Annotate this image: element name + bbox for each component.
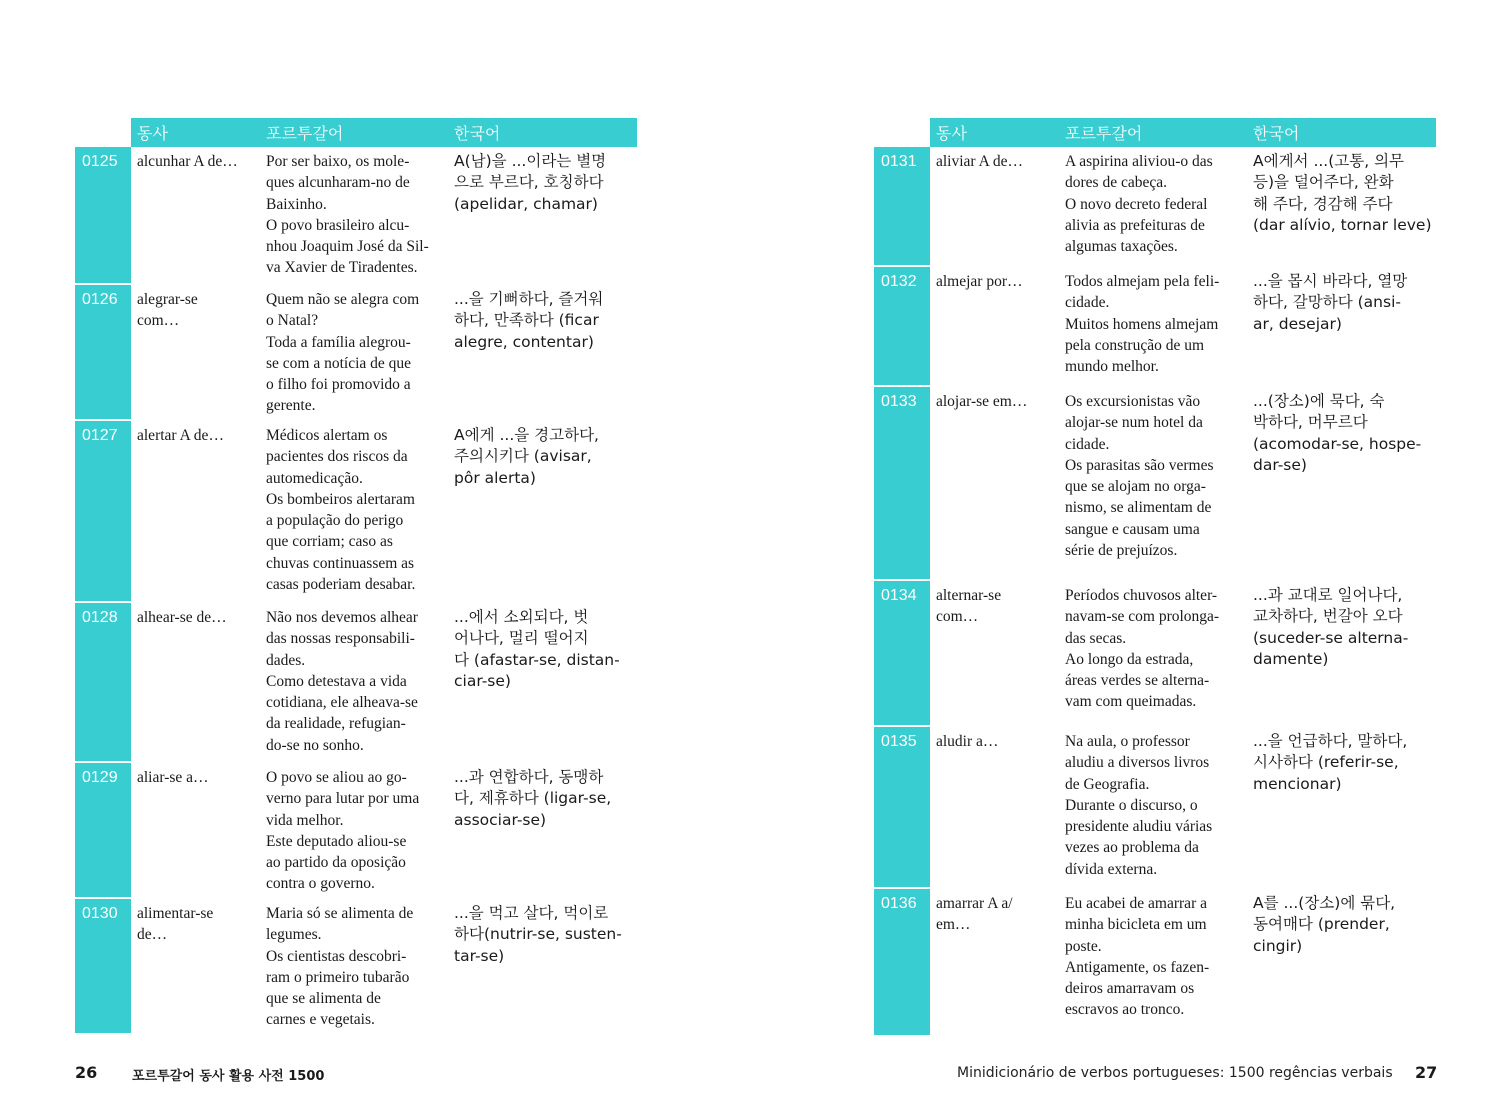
entry-portuguese-examples-line: Eu acabei de amarrar a [1065, 895, 1207, 912]
entry-verb-line: com… [137, 312, 180, 330]
entry-portuguese-examples-line: Na aula, o professor [1065, 733, 1190, 750]
entry-verb [936, 585, 1060, 628]
entry-0129 [75, 763, 637, 897]
header-portuguese: 포르투갈어 [1059, 118, 1247, 147]
entry-korean-meaning [1253, 893, 1439, 957]
entry-verb-line: em… [936, 916, 971, 934]
entry-verb [936, 271, 1060, 292]
entry-korean-meaning-line: (suceder-se alterna- [1253, 628, 1409, 647]
entry-portuguese-examples-line: vezes ao problema da [1065, 839, 1199, 857]
entry-number: 0131 [874, 147, 930, 265]
entry-korean-meaning-line: 하다(nutrir-se, susten- [454, 925, 622, 944]
entry-portuguese-examples-line: Médicos alertam os [266, 427, 388, 444]
page-number-left: 26 [75, 1063, 98, 1082]
entry-portuguese-examples-line: nismo, se alimentam de [1065, 499, 1212, 517]
entry-portuguese-examples-line: Por ser baixo, os mole- [266, 153, 410, 170]
entry-korean-meaning-line: 주의시키다 (avisar, [454, 447, 592, 466]
entry-korean-meaning-line: dar-se) [1253, 455, 1307, 474]
entry-portuguese-examples-line: Os excursionistas vão [1065, 393, 1201, 410]
entry-portuguese-examples-line: O novo decreto federal [1065, 195, 1208, 213]
entry-korean-meaning-line: cingir) [1253, 936, 1303, 955]
entry-portuguese-examples [1065, 585, 1248, 713]
column-header-row [874, 118, 1436, 147]
entry-portuguese-examples-line: poste. [1065, 937, 1102, 955]
entry-0133 [874, 387, 1436, 579]
entry-portuguese-examples-line: casas poderiam desabar. [266, 576, 416, 594]
entry-portuguese-examples-line: sangue e causam uma [1065, 520, 1200, 538]
entry-portuguese-examples-line: verno para lutar por uma [266, 790, 420, 808]
entry-korean-meaning-line: A에게 ...을 경고하다, [454, 426, 599, 444]
entry-verb [137, 425, 261, 446]
left-page [75, 118, 637, 1029]
entry-portuguese-examples-line: aludiu a diversos livros [1065, 754, 1210, 772]
entry-portuguese-examples [266, 903, 449, 1031]
entry-verb [137, 767, 261, 788]
entry-portuguese-examples-line: chuvas continuassem as [266, 554, 415, 572]
entry-portuguese-examples-line: gerente. [266, 397, 316, 415]
entry-portuguese-examples-line: da realidade, refugian- [266, 715, 406, 733]
entry-verb-line: alternar-se [936, 587, 1002, 604]
entry-portuguese-examples-line: va Xavier de Tiradentes. [266, 259, 418, 277]
entry-portuguese-examples-line: se com a notícia de que [266, 354, 412, 372]
entry-korean-meaning-line: damente) [1253, 649, 1329, 668]
entry-portuguese-examples-line: navam-se com prolonga- [1065, 608, 1220, 626]
entry-korean-meaning-line: (dar alívio, tornar leve) [1253, 215, 1432, 234]
entry-verb [137, 607, 261, 628]
entry-0128 [75, 603, 637, 761]
entry-verb-line: amarrar A a/ [936, 895, 1013, 912]
entry-korean-meaning-line: ciar-se) [454, 671, 511, 690]
entry-number: 0133 [874, 387, 930, 579]
entry-korean-meaning-line: 어나다, 멀리 떨어지 [454, 629, 589, 648]
entry-portuguese-examples-line: Ao longo da estrada, [1065, 650, 1194, 668]
entry-verb-line: almejar por… [936, 273, 1023, 290]
entry-portuguese-examples-line: dores de cabeça. [1065, 174, 1167, 192]
entry-verb [936, 151, 1060, 172]
entry-portuguese-examples-line: carnes e vegetais. [266, 1011, 375, 1029]
entry-verb-line: alcunhar A de… [137, 153, 238, 170]
entry-portuguese-examples-line: deiros amarravam os [1065, 980, 1195, 998]
entry-portuguese-examples-line: Todos almejam pela feli- [1065, 273, 1220, 290]
entry-portuguese-examples-line: nhou Joaquim José da Sil- [266, 238, 429, 256]
entry-korean-meaning-line: (acomodar-se, hospe- [1253, 434, 1422, 453]
entry-korean-meaning-line: 하다, 만족하다 (ficar [454, 311, 599, 330]
entry-number: 0129 [75, 763, 131, 897]
entry-korean-meaning-line: ...과 연합하다, 동맹하 [454, 768, 604, 786]
entry-number: 0128 [75, 603, 131, 761]
header-korean: 한국어 [448, 118, 637, 147]
entry-portuguese-examples-line: Como detestava a vida [266, 672, 407, 690]
entry-korean-meaning [454, 151, 640, 215]
entry-portuguese-examples-line: que se alojam no orga- [1065, 478, 1206, 496]
entry-korean-meaning-line: A(남)을 ...이라는 별명 [454, 152, 607, 170]
entry-portuguese-examples-line: cotidiana, ele alheava-se [266, 694, 418, 712]
entry-portuguese-examples-line: pacientes dos riscos da [266, 448, 408, 466]
entry-portuguese-examples-line: alojar-se num hotel da [1065, 414, 1203, 432]
entry-korean-meaning-line: ...을 기뻐하다, 즐거워 [454, 290, 604, 308]
entry-portuguese-examples-line: minha bicicleta em um [1065, 916, 1207, 934]
entry-portuguese-examples-line: cidade. [1065, 435, 1110, 453]
entry-korean-meaning [454, 903, 640, 967]
entry-korean-meaning-line: 다 (afastar-se, distan- [454, 650, 620, 669]
entry-portuguese-examples-line: Antigamente, os fazen- [1065, 958, 1210, 976]
entry-verb-line: aliar-se a… [137, 769, 209, 786]
entry-verb [137, 289, 261, 332]
header-korean: 한국어 [1247, 118, 1436, 147]
entry-verb-line: alertar A de… [137, 427, 224, 444]
entry-verb-line: aliviar A de… [936, 153, 1023, 170]
entry-portuguese-examples [266, 151, 449, 279]
entry-korean-meaning-line: ...(장소)에 묵다, 숙 [1253, 392, 1385, 410]
entry-korean-meaning-line: 박하다, 머무르다 [1253, 413, 1368, 432]
entry-portuguese-examples-line: O povo se aliou ao go- [266, 769, 407, 786]
entry-korean-meaning [454, 607, 640, 692]
entry-korean-meaning-line: ...을 언급하다, 말하다, [1253, 732, 1408, 750]
entry-portuguese-examples [1065, 151, 1248, 257]
entry-portuguese-examples-line: Os parasitas são vermes [1065, 456, 1214, 474]
entry-portuguese-examples-line: ram o primeiro tubarão [266, 968, 410, 986]
entry-portuguese-examples-line: Este deputado aliou-se [266, 832, 407, 850]
entry-portuguese-examples-line: Toda a família alegrou- [266, 333, 411, 351]
entry-portuguese-examples-line: escravos ao tronco. [1065, 1001, 1185, 1019]
entry-portuguese-examples-line: das nossas responsabili- [266, 630, 415, 648]
entry-portuguese-examples-line: das secas. [1065, 629, 1127, 647]
entry-portuguese-examples [1065, 391, 1248, 561]
entry-0136 [874, 889, 1436, 1035]
entry-verb [936, 391, 1060, 412]
entry-korean-meaning [454, 289, 640, 353]
entry-number: 0134 [874, 581, 930, 725]
entry-portuguese-examples-line: o Natal? [266, 312, 319, 330]
entry-korean-meaning-line: 등)을 덜어주다, 완화 [1253, 173, 1394, 192]
entry-0125 [75, 147, 637, 283]
entry-korean-meaning [1253, 585, 1439, 670]
entry-portuguese-examples [266, 425, 449, 595]
entry-verb-line: alhear-se de… [137, 609, 227, 626]
entry-portuguese-examples-line: a população do perigo [266, 512, 404, 530]
entry-korean-meaning-line: pôr alerta) [454, 468, 536, 487]
header-portuguese: 포르투갈어 [260, 118, 448, 147]
entry-portuguese-examples [1065, 731, 1248, 880]
entry-portuguese-examples-line: pela construção de um [1065, 336, 1205, 354]
entry-verb-line: alegrar-se [137, 291, 198, 308]
entry-verb-line: alimentar-se [137, 905, 214, 922]
header-verb: 동사 [131, 118, 260, 147]
entry-portuguese-examples-line: Quem não se alegra com [266, 291, 420, 308]
entry-portuguese-examples [266, 607, 449, 756]
entry-korean-meaning-line: ar, desejar) [1253, 314, 1342, 333]
entry-number: 0130 [75, 899, 131, 1033]
entry-portuguese-examples-line: legumes. [266, 926, 322, 944]
entry-portuguese-examples-line: Durante o discurso, o [1065, 796, 1198, 814]
page-number-right: 27 [1415, 1063, 1438, 1082]
entry-portuguese-examples [266, 767, 449, 895]
entry-portuguese-examples-line: A aspirina aliviou-o das [1065, 153, 1213, 170]
entry-korean-meaning-line: ...에서 소외되다, 벗 [454, 608, 589, 626]
entry-portuguese-examples-line: Maria só se alimenta de [266, 905, 414, 922]
entry-korean-meaning [1253, 731, 1439, 795]
entry-0130 [75, 899, 637, 1033]
book-title-korean: 포르투갈어 동사 활용 사전 1500 [132, 1069, 325, 1084]
entry-portuguese-examples-line: cidade. [1065, 294, 1110, 312]
entry-verb-line: com… [936, 608, 979, 626]
entry-0126 [75, 285, 637, 419]
entry-number: 0126 [75, 285, 131, 419]
entry-portuguese-examples-line: que corriam; caso as [266, 533, 393, 551]
entry-korean-meaning-line: 동여매다 (prender, [1253, 915, 1390, 934]
entry-portuguese-examples-line: Períodos chuvosos alter- [1065, 587, 1218, 604]
entry-verb-line: alojar-se em… [936, 393, 1028, 410]
entry-korean-meaning-line: tar-se) [454, 946, 505, 965]
entry-portuguese-examples-line: Os bombeiros alertaram [266, 490, 415, 508]
entry-portuguese-examples-line: ao partido da oposição [266, 854, 406, 872]
entry-portuguese-examples-line: áreas verdes se alterna- [1065, 672, 1210, 690]
entry-portuguese-examples-line: o filho foi promovido a [266, 376, 411, 394]
entry-verb [137, 151, 261, 172]
book-title-portuguese: Minidicionário de verbos portugueses: 1500 regências verbais [957, 1065, 1393, 1081]
entry-verb [936, 731, 1060, 752]
entry-korean-meaning-line: ...을 몹시 바라다, 열망 [1253, 272, 1408, 290]
entry-0132 [874, 267, 1436, 385]
entry-korean-meaning-line: 시사하다 (referir-se, [1253, 753, 1399, 772]
entry-portuguese-examples-line: dívida externa. [1065, 860, 1158, 878]
entry-korean-meaning-line: A를 ...(장소)에 묶다, [1253, 894, 1396, 912]
entry-number: 0125 [75, 147, 131, 283]
entry-portuguese-examples-line: alivia as prefeituras de [1065, 216, 1205, 234]
entry-portuguese-examples-line: ques alcunharam-no de [266, 174, 410, 192]
entry-verb-line: de… [137, 926, 168, 944]
entry-portuguese-examples-line: Não nos devemos alhear [266, 609, 418, 626]
entry-portuguese-examples-line: dades. [266, 651, 306, 669]
entry-portuguese-examples-line: automedicação. [266, 469, 363, 487]
entry-portuguese-examples-line: Baixinho. [266, 195, 327, 213]
entry-portuguese-examples [1065, 893, 1248, 1021]
entry-korean-meaning-line: 다, 제휴하다 (ligar-se, [454, 789, 612, 808]
entry-portuguese-examples-line: série de prejuízos. [1065, 542, 1178, 560]
entry-portuguese-examples-line: vida melhor. [266, 811, 344, 829]
entry-korean-meaning [1253, 391, 1439, 476]
entry-number: 0135 [874, 727, 930, 887]
entry-verb [936, 893, 1060, 936]
entry-number: 0127 [75, 421, 131, 601]
entry-portuguese-examples-line: presidente aludiu várias [1065, 818, 1213, 836]
entry-portuguese-examples-line: de Geografia. [1065, 775, 1150, 793]
entry-korean-meaning-line: ...을 먹고 살다, 먹이로 [454, 904, 609, 922]
entry-korean-meaning-line: 하다, 갈망하다 (ansi- [1253, 293, 1401, 312]
entry-portuguese-examples-line: O povo brasileiro alcu- [266, 216, 410, 234]
entry-korean-meaning-line: 으로 부르다, 호칭하다 [454, 173, 604, 192]
entry-portuguese-examples-line: contra o governo. [266, 875, 375, 893]
entry-portuguese-examples-line: mundo melhor. [1065, 358, 1159, 376]
entry-portuguese-examples-line: do-se no sonho. [266, 736, 364, 754]
entry-portuguese-examples-line: Os cientistas descobri- [266, 947, 407, 965]
entry-portuguese-examples [1065, 271, 1248, 377]
entry-verb [137, 903, 261, 946]
entry-korean-meaning-line: (apelidar, chamar) [454, 194, 598, 213]
entry-number: 0136 [874, 889, 930, 1035]
entry-portuguese-examples-line: que se alimenta de [266, 990, 381, 1008]
entry-korean-meaning [1253, 271, 1439, 335]
entry-korean-meaning-line: ...과 교대로 일어나다, [1253, 586, 1403, 604]
entry-portuguese-examples-line: vam com queimadas. [1065, 693, 1197, 711]
header-verb: 동사 [930, 118, 1059, 147]
entry-verb-line: aludir a… [936, 733, 999, 750]
entry-korean-meaning [454, 767, 640, 831]
entry-portuguese-examples [266, 289, 449, 417]
column-header-row [75, 118, 637, 147]
entry-portuguese-examples-line: algumas taxações. [1065, 238, 1178, 256]
entry-0135 [874, 727, 1436, 887]
entry-korean-meaning [454, 425, 640, 489]
entry-korean-meaning-line: 교차하다, 번갈아 오다 [1253, 607, 1403, 626]
entry-0127 [75, 421, 637, 601]
entry-korean-meaning-line: 해 주다, 경감해 주다 [1253, 194, 1393, 213]
entry-korean-meaning-line: A에게서 ...(고통, 의무 [1253, 152, 1405, 170]
entry-korean-meaning-line: associar-se) [454, 810, 547, 829]
right-page [874, 118, 1436, 1019]
entry-korean-meaning-line: alegre, contentar) [454, 332, 594, 351]
entry-portuguese-examples-line: Muitos homens almejam [1065, 315, 1219, 333]
entry-korean-meaning [1253, 151, 1439, 236]
entry-0131 [874, 147, 1436, 265]
entry-korean-meaning-line: mencionar) [1253, 774, 1342, 793]
entry-number: 0132 [874, 267, 930, 385]
entry-0134 [874, 581, 1436, 725]
